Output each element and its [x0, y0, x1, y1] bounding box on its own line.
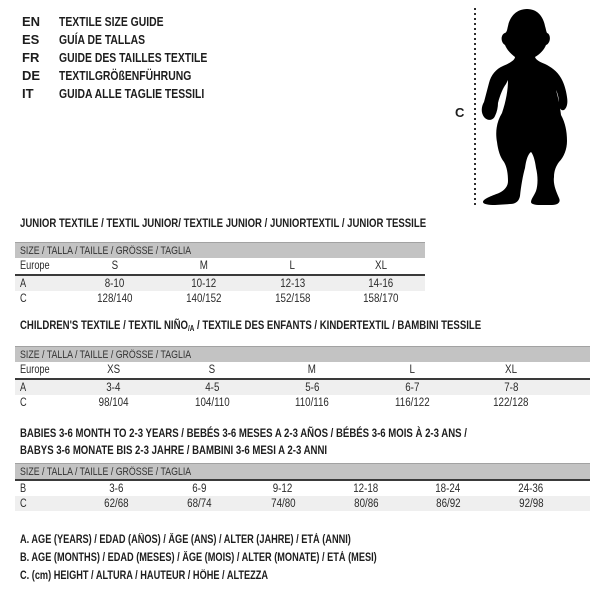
legend-line: B. AGE (MONTHS) / EDAD (MESES) / ÂGE (MOIS) / ALTER (MONATE) / ETÀ (MESI)	[20, 552, 377, 564]
table-cell: 12-13	[248, 275, 337, 291]
row-label: B	[20, 482, 27, 495]
language-code: EN	[22, 14, 41, 29]
language-code: DE	[22, 68, 41, 83]
baby-silhouette-icon	[470, 0, 574, 215]
language-code: FR	[22, 50, 40, 65]
language-row	[22, 67, 244, 85]
table-cell: 122/128	[493, 396, 529, 409]
language-title: GUIDE DES TAILLES TEXTILE	[59, 50, 208, 65]
table-row	[15, 362, 590, 379]
junior-table-title: JUNIOR TEXTILE / TEXTIL JUNIOR/ TEXTILE JUNIOR / JUNIORTEXTIL / JUNIOR TESSILE	[20, 216, 427, 230]
size-header-text: SIZE / TALLA / TAILLE / GRÖSSE / TAGLIA	[20, 348, 192, 361]
table-row	[15, 395, 590, 410]
size-header-text: SIZE / TALLA / TAILLE / GRÖSSE / TAGLIA	[20, 244, 192, 257]
table-cell: 14-16	[337, 275, 425, 291]
table-cell: 110/116	[295, 396, 329, 409]
table-cell: 104/110	[194, 396, 230, 409]
language-title: GUIDA ALLE TAGLIE TESSILI	[59, 86, 205, 101]
row-label: Europe	[15, 258, 70, 275]
table-cell: 10-12	[159, 275, 248, 291]
table-cell: S	[162, 362, 262, 379]
table-cell: 68/74	[157, 496, 241, 511]
junior-size-table	[15, 242, 425, 306]
height-measure-label: C	[455, 105, 465, 120]
table-cell	[573, 480, 590, 496]
table-cell	[560, 362, 590, 379]
language-row	[22, 13, 244, 31]
table-cell: 8-10	[70, 275, 159, 291]
table-cell: XL	[462, 362, 560, 379]
table-cell	[560, 379, 590, 395]
table-cell: 92/98	[489, 496, 573, 511]
table-cell: 152/158	[274, 292, 311, 305]
row-label: C	[15, 496, 75, 511]
table-cell: 62/68	[75, 496, 157, 511]
table-row	[15, 258, 425, 275]
language-row	[22, 85, 244, 103]
table-cell: M	[262, 362, 362, 379]
table-cell	[573, 496, 590, 511]
language-row	[22, 31, 244, 49]
table-cell: 86/92	[407, 496, 489, 511]
table-cell: S	[70, 258, 159, 275]
table-cell: 80/86	[325, 496, 407, 511]
size-header-bar	[15, 464, 590, 481]
babies-table-title: BABIES 3-6 MONTH TO 2-3 YEARS / BEBÉS 3-6 MESES A 2-3 AÑOS / BÉBÉS 3-6 MOIS À 2-3 ANS / BABYS 3-6 MONATE BIS 2-3 JAHRE / BAMBINI 3-6 MESI A 2-3 ANNI	[20, 426, 467, 457]
table-cell: L	[248, 258, 337, 275]
table-row	[15, 291, 425, 306]
table-cell: 158/170	[363, 292, 399, 305]
table-cell: 9-12	[273, 482, 293, 495]
table-cell: 116/122	[394, 396, 430, 409]
table-cell: 7-8	[462, 379, 560, 395]
table-cell: 5-6	[262, 379, 362, 395]
table-cell: 12-18	[353, 482, 379, 495]
language-row	[22, 49, 244, 67]
babies-size-table	[15, 463, 590, 511]
table-cell	[560, 395, 590, 410]
table-cell: 6-7	[362, 379, 462, 395]
table-cell: L	[362, 362, 462, 379]
row-label: A	[15, 379, 65, 395]
legend-line: C. (cm) HEIGHT / ALTURA / HAUTEUR / HÖHE / ALTEZZA	[20, 570, 269, 582]
legend-line: A. AGE (YEARS) / EDAD (AÑOS) / ÂGE (ANS) / ALTER (JAHRE) / ETÀ (ANNI)	[20, 534, 351, 546]
table-cell: 3-6	[108, 482, 124, 495]
table-cell: 98/104	[98, 396, 129, 409]
children-size-table	[15, 346, 590, 410]
table-cell: M	[159, 258, 248, 275]
table-cell: 4-5	[162, 379, 262, 395]
table-cell: 74/80	[241, 496, 325, 511]
size-header-text: SIZE / TALLA / TAILLE / GRÖSSE / TAGLIA	[20, 465, 192, 478]
row-label: C	[20, 396, 27, 409]
children-table-title: CHILDREN'S TEXTILE / TEXTIL $NIÑO_{/A}$ / TEXTILE DES ENFANTS / KINDERTEXTIL / BAMBINI TESSILE	[20, 318, 482, 333]
table-row	[15, 379, 590, 395]
table-cell: 140/152	[185, 292, 222, 305]
table-cell: 24-36	[518, 482, 544, 495]
language-title: GUÍA DE TALLAS	[59, 32, 146, 47]
table-cell: 18-24	[435, 482, 461, 495]
table-row	[15, 480, 590, 496]
table-cell: XS	[65, 362, 162, 379]
title-subscript: /A	[187, 324, 195, 333]
measure-legend	[20, 531, 466, 585]
language-title: TEXTILE SIZE GUIDE	[59, 14, 164, 29]
language-code: ES	[22, 32, 40, 47]
table-cell: 128/140	[96, 292, 133, 305]
size-header-bar	[15, 243, 425, 259]
table-cell: 6-9	[191, 482, 207, 495]
language-code: IT	[22, 86, 34, 101]
language-title: TEXTILGRÖßENFÜHRUNG	[59, 68, 192, 83]
row-label: Europe	[15, 362, 65, 379]
table-row	[15, 275, 425, 291]
table-cell: 3-4	[65, 379, 162, 395]
size-header-bar	[15, 347, 590, 363]
table-row	[15, 496, 590, 511]
table-cell: XL	[337, 258, 425, 275]
row-label: A	[15, 275, 70, 291]
language-header	[22, 13, 244, 103]
row-label: C	[20, 292, 27, 305]
